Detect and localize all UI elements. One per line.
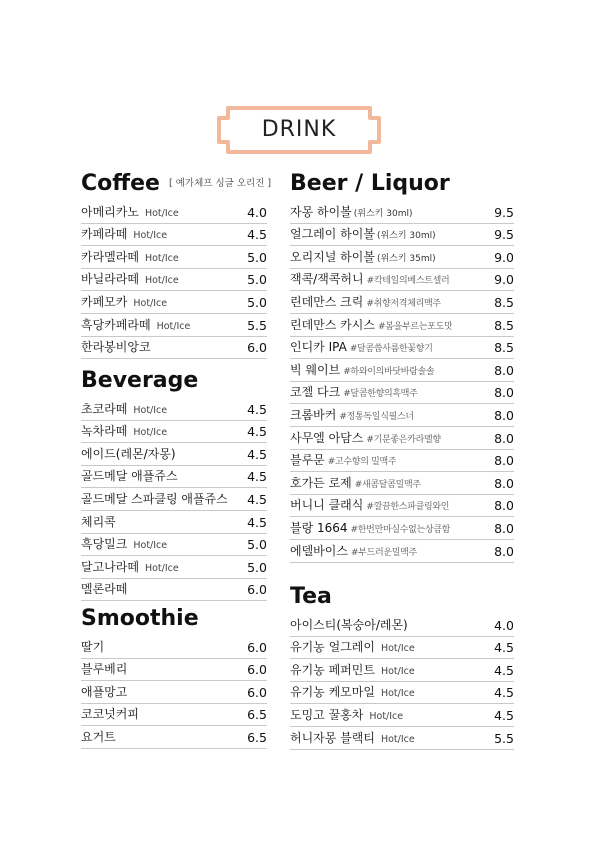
menu-item	[290, 382, 514, 405]
menu-item-label	[290, 338, 433, 358]
menu-item-name: 체리콕	[81, 514, 116, 529]
menu-item-label	[81, 490, 228, 510]
section-header	[81, 606, 267, 636]
menu-item-label	[81, 422, 167, 442]
menu-item-hashtag: #기분좋은카라멜향	[366, 434, 441, 445]
menu-item-name: 블랑 1664	[290, 520, 348, 535]
menu-item-label	[81, 513, 116, 533]
menu-item-name: 딸기	[81, 639, 105, 654]
menu-item-label	[81, 705, 139, 725]
menu-item	[81, 556, 267, 579]
menu-item-name: 허니자몽 블랙티	[290, 730, 375, 745]
menu-item-label	[290, 519, 450, 539]
menu-item	[81, 466, 267, 489]
menu-item-hashtag: #봄을부르는포도맛	[377, 321, 453, 332]
menu-item-hashtag: #달콤씁사름한꽃향기	[349, 344, 433, 355]
menu-item-label	[81, 580, 127, 600]
menu-item-name: 호가든 로제	[290, 475, 352, 490]
menu-item-temperature: Hot/Ice	[380, 665, 415, 677]
menu-item-name: 멜론라떼	[81, 582, 128, 597]
menu-item-name: 자몽 하이볼	[290, 204, 352, 219]
menu-item-label	[81, 400, 167, 420]
menu-item-name: 흑당밀크	[81, 537, 128, 552]
menu-item-price: 5.0	[247, 249, 267, 265]
menu-item-label	[290, 203, 412, 223]
menu-item	[81, 704, 267, 727]
menu-item	[81, 421, 267, 444]
menu-item-price: 8.0	[494, 385, 514, 401]
menu-item-name: 아이스티(복숭아/레몬)	[290, 617, 408, 632]
menu-item-name: 블루베리	[81, 662, 128, 677]
menu-item-name: 카페모카	[81, 294, 128, 309]
menu-title: DRINK	[261, 117, 337, 142]
menu-item-label	[81, 660, 127, 680]
menu-item-name: 에이드(레몬/자몽)	[81, 446, 176, 461]
menu-item-label	[81, 203, 179, 223]
menu-item-temperature: Hot/Ice	[133, 404, 168, 416]
menu-item-name: 유기농 케모마일	[290, 685, 375, 700]
menu-item-price: 5.0	[247, 559, 267, 575]
section-title: Tea	[290, 584, 332, 609]
menu-item-price: 4.0	[247, 204, 267, 220]
menu-item-label	[81, 338, 151, 358]
section-title: Beer / Liquor	[290, 171, 450, 196]
menu-item-label	[290, 429, 441, 449]
menu-item-name: 크롬바커	[290, 407, 337, 422]
menu-item-name: 도밍고 꿀홍차	[290, 707, 364, 722]
menu-item-name: 골드메달 스파클링 애플쥬스	[81, 491, 228, 506]
menu-item-price: 5.5	[247, 317, 267, 333]
menu-item	[81, 511, 267, 534]
menu-item-temperature: Hot/Ice	[144, 275, 179, 287]
menu-item-label	[81, 467, 178, 487]
menu-item-price: 6.0	[247, 662, 267, 678]
menu-item-temperature: Hot/Ice	[144, 207, 179, 219]
menu-item-temperature: Hot/Ice	[380, 733, 415, 745]
menu-item-label	[81, 728, 116, 748]
menu-item	[290, 637, 514, 660]
menu-item-name: 애플망고	[81, 684, 128, 699]
menu-item-name: 오리지널 하이볼	[290, 249, 375, 264]
menu-item-price: 8.0	[494, 362, 514, 378]
menu-item-label	[290, 225, 436, 245]
menu-item	[81, 291, 267, 314]
menu-item-price: 4.5	[494, 685, 514, 701]
menu-item	[290, 246, 514, 269]
menu-item-hashtag: #깔끔한스파클링와인	[366, 502, 450, 513]
menu-item-price: 9.5	[494, 204, 514, 220]
menu-item	[290, 359, 514, 382]
menu-item-name: 린데만스 카시스	[290, 317, 375, 332]
menu-item-name: 버니니 클래식	[290, 498, 364, 513]
menu-item	[290, 704, 514, 727]
section-header	[290, 171, 514, 201]
menu-item-volume: (위스키 30ml)	[353, 208, 413, 219]
section-beer-liquor	[290, 171, 514, 563]
menu-item-label	[81, 293, 167, 313]
menu-item-hashtag: #정통독일식필스너	[339, 411, 414, 422]
menu-item-name: 유기농 페퍼민트	[290, 662, 375, 677]
menu-item-name: 잭콕/잭콕허니	[290, 272, 364, 287]
menu-item	[290, 404, 514, 427]
menu-item	[81, 398, 267, 421]
menu-item-temperature: Hot/Ice	[144, 562, 179, 574]
menu-item-name: 린데만스 크릭	[290, 294, 364, 309]
menu-title-banner	[216, 105, 382, 155]
menu-item-label	[290, 683, 415, 703]
menu-item-price: 8.0	[494, 453, 514, 469]
menu-item-name: 카페라떼	[81, 227, 128, 242]
menu-item-price: 6.5	[247, 707, 267, 723]
menu-item-name: 흑당카페라떼	[81, 317, 151, 332]
menu-item-label	[81, 558, 179, 578]
section-title: Beverage	[81, 368, 199, 393]
menu-item-temperature: Hot/Ice	[133, 540, 168, 552]
menu-item-price: 5.0	[247, 537, 267, 553]
menu-item-temperature: Hot/Ice	[156, 320, 191, 332]
menu-item-name: 요거트	[81, 729, 116, 744]
menu-item	[81, 337, 267, 360]
menu-item-name: 달고나라떼	[81, 559, 139, 574]
section-beverage	[81, 368, 267, 601]
menu-item-price: 6.0	[247, 582, 267, 598]
menu-item-price: 8.5	[494, 340, 514, 356]
menu-item-price: 8.0	[494, 430, 514, 446]
menu-item-price: 9.5	[494, 227, 514, 243]
menu-item-temperature: Hot/Ice	[133, 230, 168, 242]
menu-item	[290, 224, 514, 247]
menu-item-price: 4.5	[494, 640, 514, 656]
menu-item	[81, 534, 267, 557]
menu-item	[290, 659, 514, 682]
menu-item-label	[81, 316, 190, 336]
menu-item-label	[290, 474, 421, 494]
menu-item	[290, 314, 514, 337]
menu-item-hashtag: #부드러운밀맥주	[350, 547, 417, 558]
menu-item-temperature: Hot/Ice	[133, 427, 168, 439]
menu-item-label	[290, 638, 415, 658]
menu-item-label	[290, 293, 441, 313]
menu-item-hashtag: #새콤달콤밀맥주	[354, 479, 421, 490]
menu-item-price: 4.0	[494, 617, 514, 633]
menu-item-price: 5.0	[247, 272, 267, 288]
menu-item-price: 4.5	[247, 469, 267, 485]
menu-item-label	[81, 535, 167, 555]
section-header	[81, 368, 267, 398]
menu-item-price: 4.5	[247, 401, 267, 417]
menu-item-hashtag: #취향저격체리맥주	[366, 298, 441, 309]
menu-item-name: 녹차라떼	[81, 424, 128, 439]
menu-item-label	[290, 248, 436, 268]
menu-item	[81, 224, 267, 247]
menu-item-label	[290, 361, 434, 381]
menu-item-volume: (위스키 35ml)	[376, 253, 436, 264]
menu-item-label	[290, 542, 417, 562]
menu-item	[81, 579, 267, 602]
menu-item-price: 4.5	[247, 491, 267, 507]
menu-item-label	[290, 451, 396, 471]
section-header	[81, 171, 272, 201]
menu-item-price: 8.0	[494, 520, 514, 536]
menu-item-price: 5.5	[494, 730, 514, 746]
menu-item-name: 아메리카노	[81, 204, 139, 219]
section-tea	[290, 584, 514, 750]
menu-item-hashtag: #칵테일의베스트셀러	[366, 276, 450, 287]
menu-item-label	[81, 225, 167, 245]
menu-item-price: 9.0	[494, 272, 514, 288]
menu-item-label	[290, 706, 403, 726]
menu-item	[81, 246, 267, 269]
section-title: Smoothie	[81, 606, 199, 631]
menu-item	[81, 201, 267, 224]
menu-item-name: 사무엘 아담스	[290, 430, 364, 445]
menu-item-label	[81, 638, 104, 658]
menu-item-price: 8.0	[494, 543, 514, 559]
menu-item-price: 6.0	[247, 340, 267, 356]
menu-item-temperature: Hot/Ice	[380, 643, 415, 655]
menu-item-label	[81, 270, 179, 290]
menu-item-price: 4.5	[247, 424, 267, 440]
menu-item-temperature: Hot/Ice	[369, 710, 404, 722]
menu-item	[290, 614, 514, 637]
menu-item	[81, 659, 267, 682]
menu-item-name: 빅 웨이브	[290, 362, 341, 377]
menu-item	[81, 726, 267, 749]
menu-item-label	[81, 683, 127, 703]
menu-item-name: 유기농 얼그레이	[290, 640, 375, 655]
section-note: [ 예가체프 싱글 오리진 ]	[169, 178, 272, 189]
menu-item-price: 6.5	[247, 729, 267, 745]
menu-item-hashtag: #고수향의 밀맥주	[327, 457, 397, 468]
menu-item-price: 8.0	[494, 498, 514, 514]
menu-item	[290, 291, 514, 314]
menu-item-price: 4.5	[494, 662, 514, 678]
menu-item-price: 4.5	[494, 707, 514, 723]
menu-item-name: 한라봉비앙코	[81, 340, 151, 355]
menu-item-price: 8.0	[494, 407, 514, 423]
menu-item-hashtag: #한번만마실수없는상큼함	[350, 524, 451, 535]
menu-item-temperature: Hot/Ice	[133, 297, 168, 309]
menu-item-label	[290, 270, 449, 290]
section-title: Coffee	[81, 171, 160, 196]
menu-item-label	[290, 661, 415, 681]
menu-item-price: 4.5	[247, 227, 267, 243]
menu-item-price: 9.0	[494, 249, 514, 265]
section-coffee	[81, 171, 272, 359]
menu-item	[81, 488, 267, 511]
menu-item-name: 바닐라라떼	[81, 272, 139, 287]
menu-item	[290, 201, 514, 224]
menu-item	[290, 682, 514, 705]
menu-item	[81, 269, 267, 292]
menu-item	[290, 337, 514, 360]
menu-item-price: 4.5	[247, 514, 267, 530]
menu-item	[81, 443, 267, 466]
menu-item	[81, 681, 267, 704]
menu-item-volume: (위스키 30ml)	[376, 231, 436, 242]
menu-item	[290, 427, 514, 450]
menu-item-name: 코코넛커피	[81, 707, 139, 722]
menu-item-price: 4.5	[247, 446, 267, 462]
menu-item-price: 6.0	[247, 639, 267, 655]
menu-item-price: 8.5	[494, 294, 514, 310]
menu-item	[81, 314, 267, 337]
menu-item-price: 5.0	[247, 294, 267, 310]
menu-item-label	[290, 383, 418, 403]
menu-item	[290, 540, 514, 563]
menu-item-name: 블루문	[290, 453, 325, 468]
menu-item-label	[290, 406, 414, 426]
menu-item-name: 코젤 다크	[290, 385, 341, 400]
menu-item-name: 골드메달 애플쥬스	[81, 469, 178, 484]
menu-item-hashtag: #하와이의바닷바람솔솔	[343, 366, 435, 377]
menu-item-price: 8.5	[494, 317, 514, 333]
menu-item	[290, 450, 514, 473]
menu-item-name: 인디카 IPA	[290, 340, 347, 355]
menu-item-name: 에델바이스	[290, 543, 348, 558]
menu-item-temperature: Hot/Ice	[380, 688, 415, 700]
menu-item-price: 6.0	[247, 684, 267, 700]
menu-item-label	[81, 445, 176, 465]
menu-item-name: 얼그레이 하이볼	[290, 227, 375, 242]
menu-item-hashtag: #달콤한향의흑맥주	[343, 389, 418, 400]
menu-item-price: 8.0	[494, 475, 514, 491]
menu-item-label	[290, 729, 415, 749]
menu-item	[290, 472, 514, 495]
menu-item-label	[81, 248, 179, 268]
menu-item-label	[290, 316, 452, 336]
menu-item	[290, 269, 514, 292]
menu-item-label	[290, 616, 408, 636]
menu-item	[290, 727, 514, 750]
menu-item-temperature: Hot/Ice	[144, 252, 179, 264]
menu-item-name: 카라멜라떼	[81, 249, 139, 264]
menu-item	[290, 517, 514, 540]
section-smoothie	[81, 606, 267, 749]
menu-item-name: 초코라떼	[81, 401, 128, 416]
menu-item	[290, 495, 514, 518]
menu-item	[81, 636, 267, 659]
section-header	[290, 584, 514, 614]
menu-item-label	[290, 496, 449, 516]
